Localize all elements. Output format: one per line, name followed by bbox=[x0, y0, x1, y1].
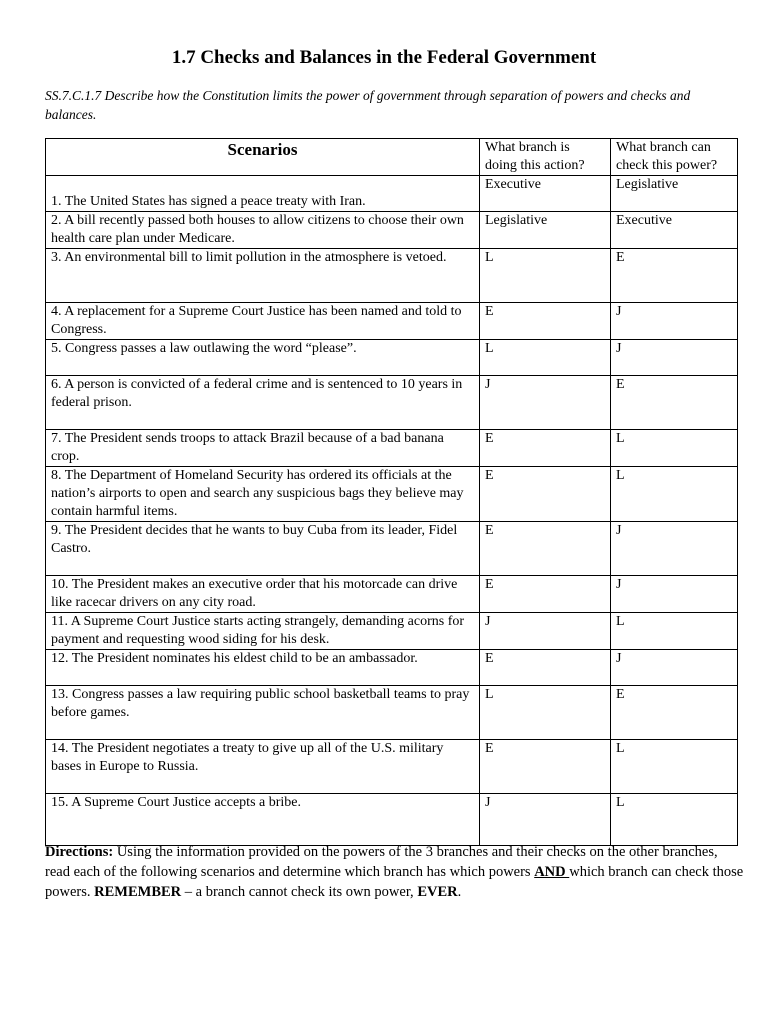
header-scenarios: Scenarios bbox=[46, 139, 480, 176]
scenario-cell: 2. A bill recently passed both houses to allow citizens to choose their own health care plan under Medicare. bbox=[46, 212, 480, 249]
check-branch-cell: E bbox=[611, 249, 738, 303]
doing-branch-cell: E bbox=[480, 740, 611, 794]
check-branch-cell: J bbox=[611, 522, 738, 576]
doing-branch-cell: E bbox=[480, 430, 611, 467]
check-branch-cell: J bbox=[611, 576, 738, 613]
doing-branch-cell: E bbox=[480, 650, 611, 686]
scenario-cell: 13. Congress passes a law requiring public school basketball teams to pray before games. bbox=[46, 686, 480, 740]
doing-branch-cell: Legislative bbox=[480, 212, 611, 249]
scenario-cell: 14. The President negotiates a treaty to give up all of the U.S. military bases in Europe to Russia. bbox=[46, 740, 480, 794]
check-branch-cell: L bbox=[611, 740, 738, 794]
scenarios-table bbox=[45, 138, 738, 846]
scenario-cell: 3. An environmental bill to limit pollution in the atmosphere is vetoed. bbox=[46, 249, 480, 303]
table-row bbox=[46, 522, 738, 576]
table-row bbox=[46, 467, 738, 522]
doing-branch-cell: J bbox=[480, 613, 611, 650]
standard-text: SS.7.C.1.7 Describe how the Constitution limits the power of government through separation of powers and checks and balances. bbox=[45, 88, 691, 122]
table-row bbox=[46, 340, 738, 376]
check-branch-cell: J bbox=[611, 340, 738, 376]
table-row bbox=[46, 794, 738, 846]
scenario-cell: 5. Congress passes a law outlawing the word “please”. bbox=[46, 340, 480, 376]
directions-end: . bbox=[457, 884, 462, 900]
scenario-cell: 7. The President sends troops to attack Brazil because of a bad banana crop. bbox=[46, 430, 480, 467]
directions-text-1: Using the information provided on the powers of the 3 branches and their checks on the other branches, read each of the following scenarios and determine which branch has which powers bbox=[45, 844, 718, 880]
directions-ever: EVER bbox=[417, 884, 458, 900]
scenario-cell: 11. A Supreme Court Justice starts acting strangely, demanding acorns for payment and requesting wood siding for his desk. bbox=[46, 613, 480, 650]
doing-branch-cell: Executive bbox=[480, 176, 611, 212]
directions-text-3: – a branch cannot check its own power, bbox=[181, 884, 418, 900]
doing-branch-cell: L bbox=[480, 340, 611, 376]
directions-and: AND bbox=[534, 864, 570, 880]
directions bbox=[45, 842, 745, 902]
scenario-cell: 1. The United States has signed a peace treaty with Iran. bbox=[46, 176, 480, 212]
table-row bbox=[46, 576, 738, 613]
scenario-cell: 10. The President makes an executive order that his motorcade can drive like racecar drivers on any city road. bbox=[46, 576, 480, 613]
scenario-cell: 4. A replacement for a Supreme Court Justice has been named and told to Congress. bbox=[46, 303, 480, 340]
table-row bbox=[46, 176, 738, 212]
check-branch-cell: L bbox=[611, 467, 738, 522]
doing-branch-cell: E bbox=[480, 303, 611, 340]
table-row bbox=[46, 686, 738, 740]
scenario-cell: 12. The President nominates his eldest child to be an ambassador. bbox=[46, 650, 480, 686]
table-row bbox=[46, 740, 738, 794]
check-branch-cell: E bbox=[611, 686, 738, 740]
directions-remember: REMEMBER bbox=[94, 884, 182, 900]
table-row bbox=[46, 650, 738, 686]
table-row bbox=[46, 613, 738, 650]
page-title: 1.7 Checks and Balances in the Federal Government bbox=[171, 47, 597, 68]
check-branch-cell: Legislative bbox=[611, 176, 738, 212]
table-row bbox=[46, 376, 738, 430]
doing-branch-cell: E bbox=[480, 467, 611, 522]
directions-text-2: which branch can check those powers. bbox=[45, 864, 744, 900]
doing-branch-cell: E bbox=[480, 522, 611, 576]
table-row bbox=[46, 212, 738, 249]
table-row bbox=[46, 430, 738, 467]
header-check: What branch can check this power? bbox=[611, 139, 738, 176]
scenario-cell: 6. A person is convicted of a federal crime and is sentenced to 10 years in federal prison. bbox=[46, 376, 480, 430]
doing-branch-cell: L bbox=[480, 249, 611, 303]
scenario-cell: 9. The President decides that he wants to buy Cuba from its leader, Fidel Castro. bbox=[46, 522, 480, 576]
header-doing: What branch is doing this action? bbox=[480, 139, 611, 176]
table-row bbox=[46, 249, 738, 303]
doing-branch-cell: J bbox=[480, 376, 611, 430]
doing-branch-cell: J bbox=[480, 794, 611, 846]
check-branch-cell: Executive bbox=[611, 212, 738, 249]
check-branch-cell: L bbox=[611, 430, 738, 467]
table-header-row bbox=[46, 139, 738, 176]
table-row bbox=[46, 303, 738, 340]
check-branch-cell: J bbox=[611, 303, 738, 340]
check-branch-cell: L bbox=[611, 613, 738, 650]
doing-branch-cell: L bbox=[480, 686, 611, 740]
scenario-cell: 8. The Department of Homeland Security has ordered its officials at the nation’s airports to open and search any suspicious bags they believe may contain harmful items. bbox=[46, 467, 480, 522]
check-branch-cell: L bbox=[611, 794, 738, 846]
scenario-cell: 15. A Supreme Court Justice accepts a bribe. bbox=[46, 794, 480, 846]
check-branch-cell: E bbox=[611, 376, 738, 430]
directions-label: Directions: bbox=[45, 844, 114, 860]
doing-branch-cell: E bbox=[480, 576, 611, 613]
check-branch-cell: J bbox=[611, 650, 738, 686]
